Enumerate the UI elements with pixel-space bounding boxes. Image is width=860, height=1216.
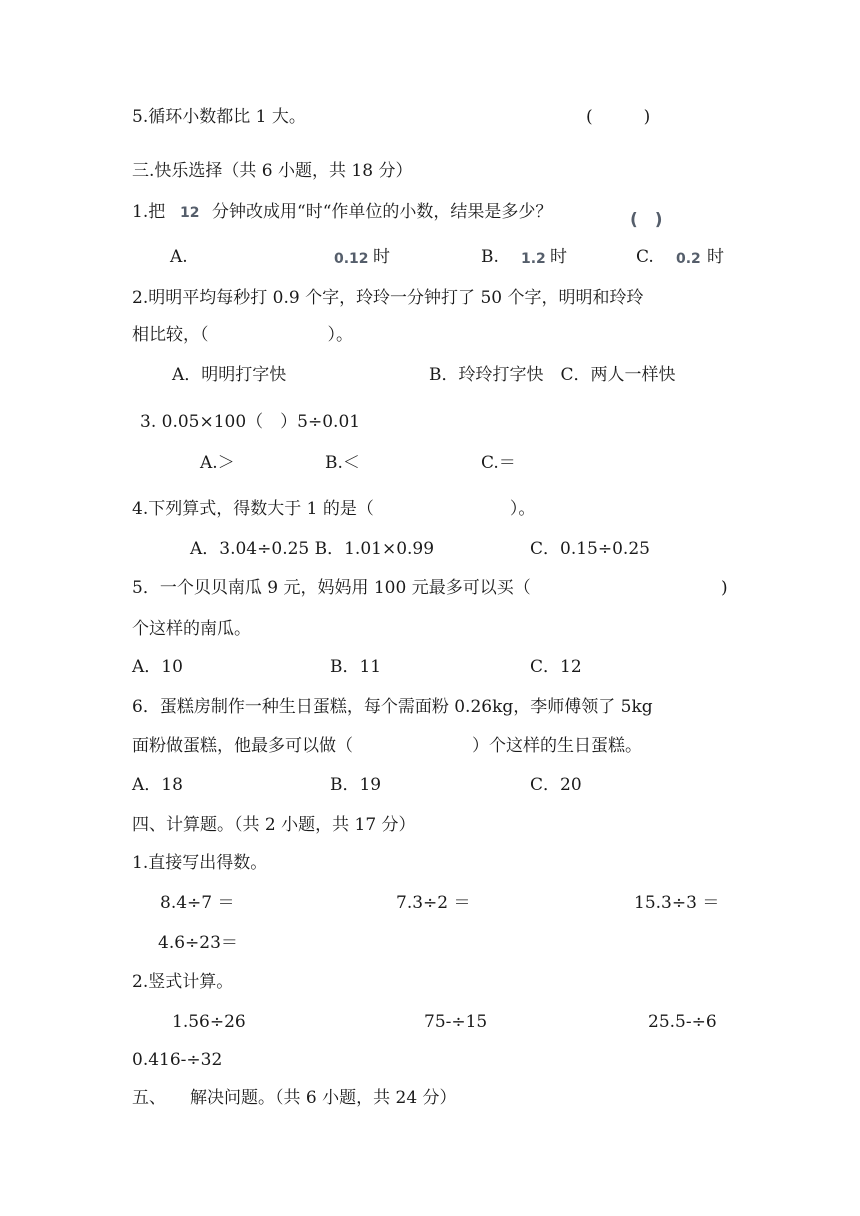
question-text: 1.直接写出得数。 — [132, 853, 268, 873]
section-title: 三.快乐选择（共 6 小题，共 18 分） — [132, 161, 413, 181]
option-label: A. — [170, 247, 188, 267]
option-unit: 时 — [373, 247, 390, 267]
option-label: C. — [636, 247, 654, 267]
expression: 25.5-÷6 — [648, 1012, 717, 1032]
option-unit: 时 — [707, 247, 724, 267]
question-text: 3. 0.05×100（ ）5÷0.01 — [140, 412, 361, 432]
expression: 7.3÷2 ＝ — [396, 893, 471, 913]
question-text: 分钟改成用“时“作单位的小数，结果是多少？ — [212, 202, 553, 222]
question-text: 相比较，（ ）。 — [132, 325, 353, 345]
answer-blank: ) — [721, 578, 728, 598]
inline-number-image: 12 — [180, 205, 200, 221]
option-text: B.＜ — [325, 453, 360, 473]
option-text: C．12 — [530, 657, 582, 677]
expression: 15.3÷3 ＝ — [634, 893, 720, 913]
option-text: C.＝ — [481, 453, 516, 473]
question-text: 1.把 — [132, 202, 166, 222]
option-text: B．11 — [330, 657, 382, 677]
question-text: 6．蛋糕房制作一种生日蛋糕，每个需面粉 0.26kg，李师傅领了 5kg — [132, 697, 653, 717]
question-text: 4.下列算式，得数大于 1 的是（ ）。 — [132, 499, 536, 519]
option-text: C．0.15÷0.25 — [530, 539, 650, 559]
question-text: 面粉做蛋糕，他最多可以做（ ）个这样的生日蛋糕。 — [132, 736, 642, 756]
option-text: C．20 — [530, 775, 582, 795]
option-text: A.＞ — [200, 453, 235, 473]
section-title: 四、计算题。（共 2 小题，共 17 分） — [132, 815, 416, 835]
expression: 4.6÷23＝ — [158, 933, 238, 953]
answer-blank: ( ) — [586, 107, 651, 127]
question-text: 5．一个贝贝南瓜 9 元，妈妈用 100 元最多可以买（ — [132, 578, 531, 598]
inline-number-image: 1.2 — [521, 251, 546, 267]
section-number: 五、 — [132, 1088, 166, 1108]
option-label: B. — [481, 247, 499, 267]
option-text: A．18 — [132, 775, 183, 795]
option-text: A．3.04÷0.25 B．1.01×0.99 — [190, 539, 435, 559]
option-unit: 时 — [550, 247, 567, 267]
question-text: 2.明明平均每秒打 0.9 个字，玲玲一分钟打了 50 个字，明明和玲玲 — [132, 288, 644, 308]
inline-number-image: 0.2 — [676, 251, 701, 267]
expression: 1.56÷26 — [172, 1012, 246, 1032]
expression: 75-÷15 — [424, 1012, 488, 1032]
inline-number-image: 0.12 — [334, 251, 369, 267]
question-text: 2.竖式计算。 — [132, 972, 234, 992]
expression: 0.416-÷32 — [132, 1050, 223, 1070]
question-text: 5.循环小数都比 1 大。 — [132, 107, 306, 127]
option-text: A．明明打字快 — [172, 365, 287, 385]
answer-blank: ( ) — [630, 210, 663, 230]
option-text: B．玲玲打字快 C．两人一样快 — [429, 365, 676, 385]
question-text: 个这样的南瓜。 — [132, 619, 251, 639]
option-text: B．19 — [330, 775, 382, 795]
option-text: A．10 — [132, 657, 183, 677]
expression: 8.4÷7 ＝ — [160, 893, 235, 913]
section-title: 解决问题。（共 6 小题，共 24 分） — [190, 1088, 457, 1108]
